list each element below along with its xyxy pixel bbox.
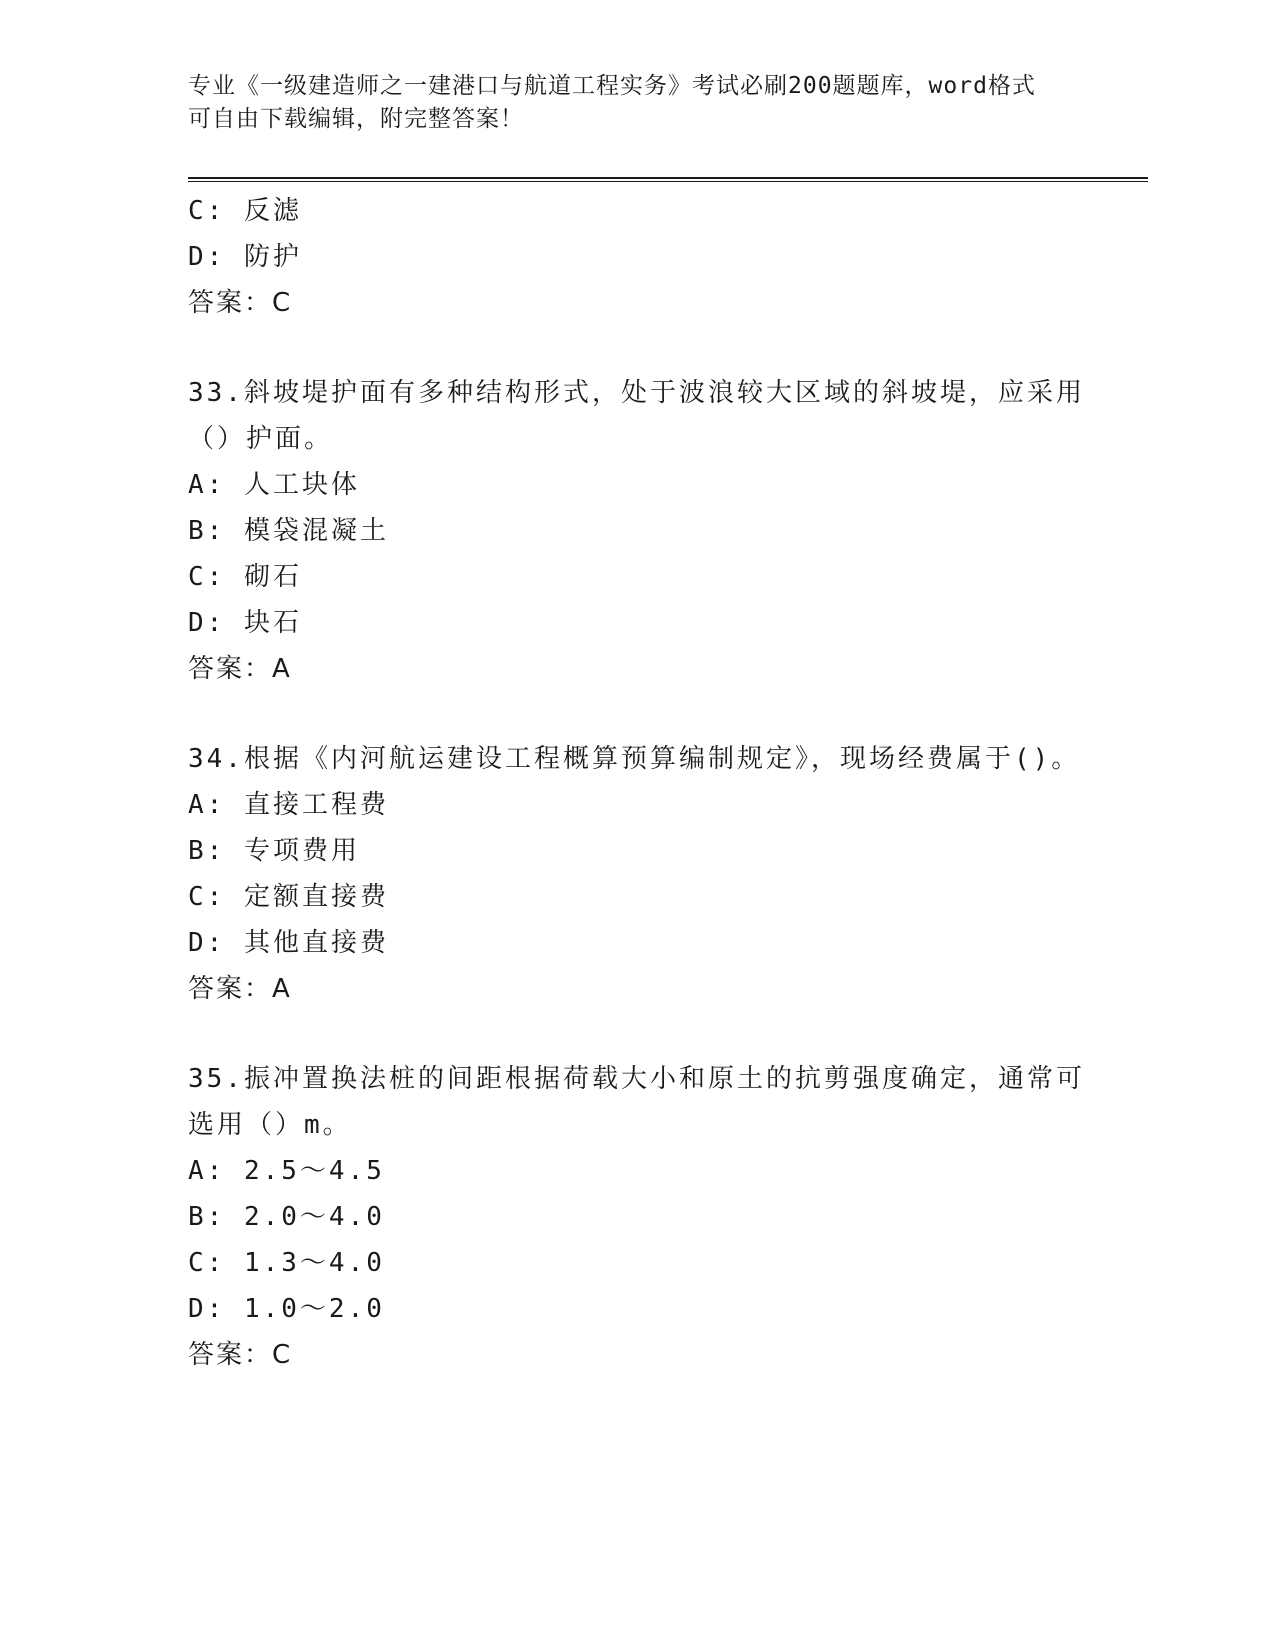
question-text-line-2: （）护面。 — [188, 424, 334, 454]
question-list — [188, 188, 1088, 1378]
answer-line: 答案：A — [188, 654, 292, 684]
option-b: B: 专项费用 — [188, 836, 360, 866]
spacer — [188, 326, 1088, 370]
question-text-line-1: 33.斜坡堤护面有多种结构形式，处于波浪较大区域的斜坡堤，应采用 — [188, 378, 1085, 408]
option-b: B: 模袋混凝土 — [188, 516, 389, 546]
spacer — [188, 692, 1088, 736]
option-a: A: 人工块体 — [188, 470, 360, 500]
option-a: A: 直接工程费 — [188, 790, 389, 820]
option-a: A: 2.5～4.5 — [188, 1156, 385, 1186]
answer-line: 答案：A — [188, 974, 292, 1004]
spacer — [188, 1012, 1088, 1056]
question-34 — [188, 736, 1088, 1012]
question-35 — [188, 1056, 1088, 1378]
header-title-line-2: 可自由下载编辑，附完整答案！ — [188, 106, 524, 132]
option-d: D: 其他直接费 — [188, 928, 389, 958]
option-d: D: 防护 — [188, 242, 302, 272]
option-d: D: 1.0～2.0 — [188, 1294, 385, 1324]
answer-line: 答案：C — [188, 1340, 293, 1370]
option-c: C: 定额直接费 — [188, 882, 389, 912]
option-c: C: 砌石 — [188, 562, 302, 592]
option-b: B: 2.0～4.0 — [188, 1202, 385, 1232]
question-32-tail — [188, 188, 1088, 326]
header-divider — [188, 177, 1148, 182]
document-header — [188, 70, 1068, 136]
question-text-line-1: 35.振冲置换法桩的间距根据荷载大小和原土的抗剪强度确定，通常可 — [188, 1064, 1085, 1094]
option-d: D: 块石 — [188, 608, 302, 638]
option-c: C: 反滤 — [188, 196, 302, 226]
answer-line: 答案：C — [188, 288, 293, 318]
question-text-line-2: 选用（）m。 — [188, 1110, 352, 1140]
header-title-line-1: 专业《一级建造师之一建港口与航道工程实务》考试必刷200题题库，word格式 — [188, 73, 1036, 99]
option-c: C: 1.3～4.0 — [188, 1248, 385, 1278]
question-text-line-1: 34.根据《内河航运建设工程概算预算编制规定》，现场经费属于()。 — [188, 744, 1081, 774]
question-33 — [188, 370, 1088, 692]
